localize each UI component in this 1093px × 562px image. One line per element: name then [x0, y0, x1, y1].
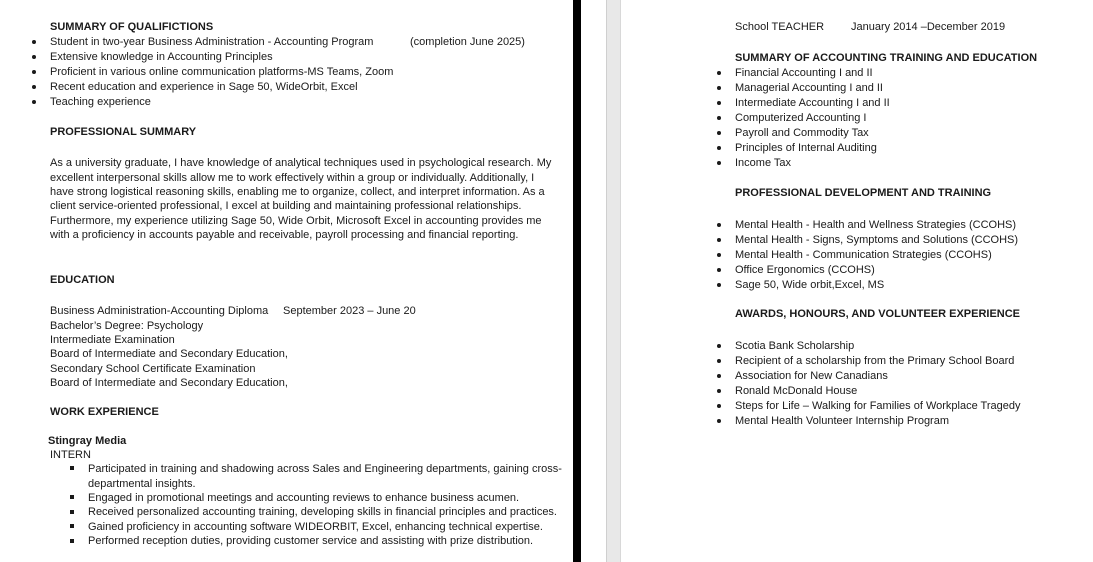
development-item: Mental Health - Signs, Symptoms and Solutions (CCOHS): [735, 234, 1019, 246]
development-item: Sage 50, Wide orbit,Excel, MS: [735, 279, 885, 291]
bullet: [32, 100, 36, 104]
professional-summary-heading: PROFESSIONAL SUMMARY: [50, 126, 197, 138]
awards-heading: AWARDS, HONOURS, AND VOLUNTEER EXPERIENCE: [735, 308, 1021, 320]
development-heading: PROFESSIONAL DEVELOPMENT AND TRAINING: [735, 187, 992, 199]
professional-summary-line: Furthermore, my experience utilizing Sage 50, Wide Orbit, Microsoft Excel in accounting provides me: [50, 215, 542, 227]
bullet: [717, 238, 721, 242]
square-bullet: [70, 495, 74, 499]
bullet: [32, 85, 36, 89]
summary-item: Extensive knowledge in Accounting Principles: [50, 51, 273, 63]
summary-item: Teaching experience: [50, 96, 151, 108]
education-item: Board of Intermediate and Secondary Education,: [50, 348, 288, 360]
work-item-continued: departmental insights.: [88, 478, 196, 490]
accounting-item: Intermediate Accounting I and II: [735, 97, 890, 109]
education-item: Bachelor’s Degree: Psychology: [50, 320, 204, 332]
bullet: [717, 253, 721, 257]
bullet: [717, 86, 721, 90]
bullet: [717, 344, 721, 348]
work-item: Performed reception duties, providing customer service and assisting with prize distribution.: [88, 535, 534, 547]
education-item: Business Administration-Accounting Diploma: [50, 305, 269, 317]
square-bullet: [70, 466, 74, 470]
accounting-item: Financial Accounting I and II: [735, 67, 873, 79]
development-item: Mental Health - Communication Strategies (CCOHS): [735, 249, 992, 261]
accounting-item: Managerial Accounting I and II: [735, 82, 883, 94]
bullet: [717, 404, 721, 408]
page-margin-shadow: [606, 0, 621, 562]
accounting-item: Payroll and Commodity Tax: [735, 127, 869, 139]
summary-item: Proficient in various online communication platforms-MS Teams, Zoom: [50, 66, 394, 78]
summary-item: Recent education and experience in Sage 50, WideOrbit, Excel: [50, 81, 358, 93]
bullet: [717, 359, 721, 363]
bullet: [717, 389, 721, 393]
awards-item: Ronald McDonald House: [735, 385, 858, 397]
bullet: [717, 283, 721, 287]
education-dates: September 2023 – June 20: [283, 305, 416, 317]
bullet: [717, 146, 721, 150]
summary-heading: SUMMARY OF QUALIFICTIONS: [50, 21, 214, 33]
professional-summary-line: client service-oriented professional, I excel at building and maintaining professional relationships.: [50, 200, 522, 212]
summary-item: Student in two-year Business Administration - Accounting Program: [50, 36, 374, 48]
work-item: Received personalized accounting training, developing skills in financial principles and practices.: [88, 506, 557, 518]
awards-item: Association for New Canadians: [735, 370, 888, 382]
bullet: [717, 131, 721, 135]
accounting-item: Computerized Accounting I: [735, 112, 867, 124]
bullet: [717, 268, 721, 272]
teacher-role: School TEACHER: [735, 21, 825, 33]
bullet: [717, 71, 721, 75]
bullet: [32, 70, 36, 74]
work-experience-heading: WORK EXPERIENCE: [50, 406, 159, 418]
square-bullet: [70, 539, 74, 543]
bullet: [717, 419, 721, 423]
bullet: [32, 55, 36, 59]
development-item: Office Ergonomics (CCOHS): [735, 264, 875, 276]
bullet: [717, 374, 721, 378]
professional-summary-line: As a university graduate, I have knowledge of analytical techniques used in psychological research. My: [50, 157, 552, 169]
work-item: Gained proficiency in accounting software WIDEORBIT, Excel, enhancing technical expertise.: [88, 521, 543, 533]
square-bullet: [70, 524, 74, 528]
bullet: [717, 101, 721, 105]
accounting-item: Income Tax: [735, 157, 792, 169]
bullet: [717, 161, 721, 165]
document-page-right: [621, 0, 1093, 562]
square-bullet: [70, 510, 74, 514]
bullet: [717, 116, 721, 120]
job-role: INTERN: [50, 449, 91, 461]
education-heading: EDUCATION: [50, 274, 115, 286]
bullet: [32, 40, 36, 44]
education-item: Intermediate Examination: [50, 334, 175, 346]
completion-note: (completion June 2025): [410, 36, 525, 48]
education-item: Board of Intermediate and Secondary Education,: [50, 377, 288, 389]
education-item: Secondary School Certificate Examination: [50, 363, 256, 375]
accounting-heading: SUMMARY OF ACCOUNTING TRAINING AND EDUCATION: [735, 52, 1038, 64]
bullet: [717, 223, 721, 227]
development-item: Mental Health - Health and Wellness Strategies (CCOHS): [735, 219, 1017, 231]
page-gap: [581, 0, 606, 562]
professional-summary-line: excellent interpersonal skills allow me to work effectively within a group or individually. Additionally, I: [50, 172, 535, 184]
awards-item: Scotia Bank Scholarship: [735, 340, 855, 352]
professional-summary-line: have strong logistical reasoning skills, enabling me to organize, collect, and interpret information. As a: [50, 186, 545, 198]
professional-summary-line: with a proficiency in accounts payable and receivable, payroll processing and financial reporting.: [50, 229, 519, 241]
employer-name: Stingray Media: [48, 435, 127, 447]
awards-item: Steps for Life – Walking for Families of Workplace Tragedy: [735, 400, 1021, 412]
work-item: Participated in training and shadowing across Sales and Engineering departments, gaining cross-: [88, 463, 562, 475]
teacher-dates: January 2014 –December 2019: [851, 21, 1006, 33]
awards-item: Recipient of a scholarship from the Primary School Board: [735, 355, 1015, 367]
awards-item: Mental Health Volunteer Internship Program: [735, 415, 950, 427]
work-item: Engaged in promotional meetings and accounting reviews to enhance business acumen.: [88, 492, 520, 504]
page-divider: [573, 0, 581, 562]
accounting-item: Principles of Internal Auditing: [735, 142, 877, 154]
